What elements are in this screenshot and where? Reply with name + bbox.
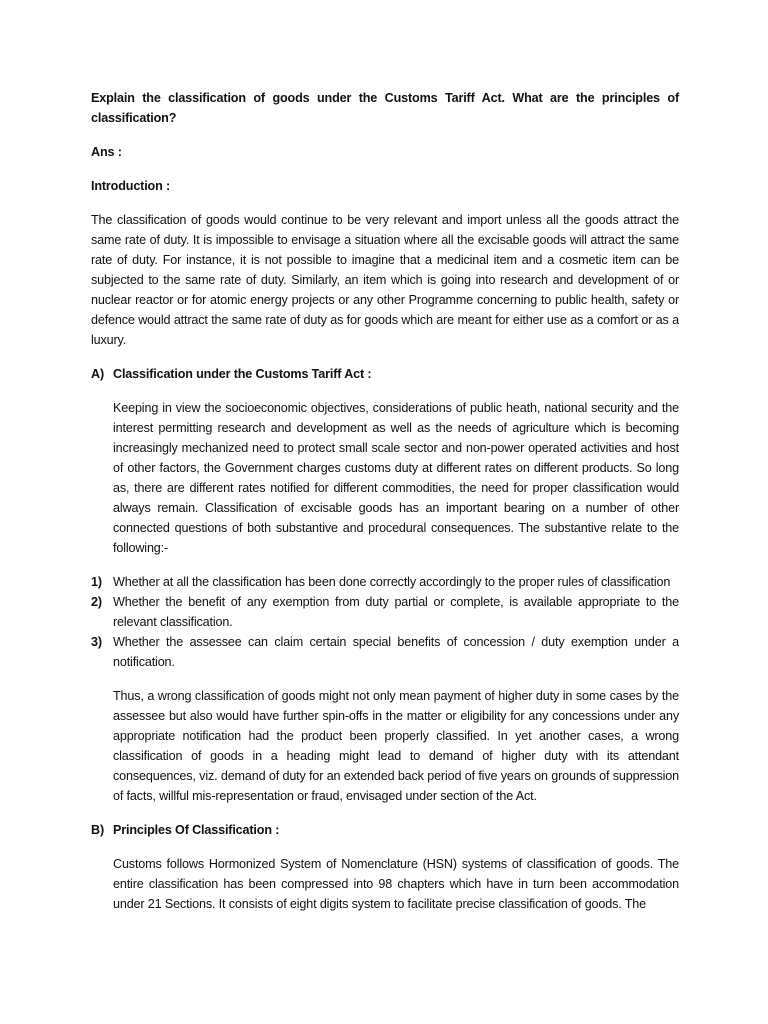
list-item-text: Whether the benefit of any exemption from duty partial or complete, is available appropriate to the relevant classification. (113, 595, 679, 629)
introduction-heading: Introduction : (91, 179, 171, 193)
section-a-closing-paragraph: Thus, a wrong classification of goods might not only mean payment of higher duty in some cases by the assessee but also would have further spin-offs in the matter or eligibility for any concessions under any appropriate notification had the product been properly classified. In yet another cases, a wrong classification of goods in a heading might lead to demand of higher duty with its attendant consequences, viz. demand of duty for an extended back period of five years on grounds of suppression of facts, willful mis-representation or fraud, envisaged under section of the Act. (113, 689, 679, 803)
section-b-marker: B) (91, 823, 104, 837)
list-item-number: 1) (91, 575, 102, 589)
section-b-heading (91, 820, 679, 840)
document-body (91, 88, 679, 928)
substantive-list (91, 572, 679, 672)
section-a-title: Classification under the Customs Tariff Act : (113, 367, 372, 381)
answer-label: Ans : (91, 145, 122, 159)
list-item (91, 572, 679, 592)
section-a-heading (91, 364, 679, 384)
list-item-text: Whether the assessee can claim certain special benefits of concession / duty exemption under a notification. (113, 635, 679, 669)
list-item-number: 3) (91, 635, 102, 649)
list-item-text: Whether at all the classification has been done correctly accordingly to the proper rules of classification (113, 575, 671, 589)
section-a-marker: A) (91, 367, 104, 381)
list-item (91, 592, 679, 632)
section-b-paragraph: Customs follows Hormonized System of Nomenclature (HSN) systems of classification of goods. The entire classification has been compressed into 98 chapters which have in turn been accommodation under 21 Sections. It consists of eight digits system to facilitate precise classification of goods. The (113, 857, 679, 911)
question-heading: Explain the classification of goods under the Customs Tariff Act. What are the principles of classification? (91, 91, 679, 125)
section-b-title: Principles Of Classification : (113, 823, 280, 837)
list-item (91, 632, 679, 672)
list-item-number: 2) (91, 595, 102, 609)
section-a-paragraph: Keeping in view the socioeconomic objectives, considerations of public heath, national security and the interest permitting research and development as well as the needs of agriculture which is becoming increasingly mechanized need to protect small scale sector and non-power operated activities and host of other factors, the Government charges customs duty at different rates on different products. So long as, there are different rates notified for different commodities, the need for proper classification would always remain. Classification of excisable goods has an important bearing on a number of other connected questions of both substantive and procedural consequences. The substantive relate to the following:- (113, 401, 679, 555)
introduction-paragraph: The classification of goods would continue to be very relevant and import unless all the goods attract the same rate of duty. It is impossible to envisage a situation where all the excisable goods will attract the same rate of duty. For instance, it is not possible to imagine that a medicinal item and a cosmetic item can be subjected to the same rate of duty. Similarly, an item which is going into research and development of or nuclear reactor or for atomic energy projects or any other Programme concerning to public health, safety or defence would attract the same rate of duty as for goods which are meant for either use as a comfort or as a luxury. (91, 213, 679, 347)
